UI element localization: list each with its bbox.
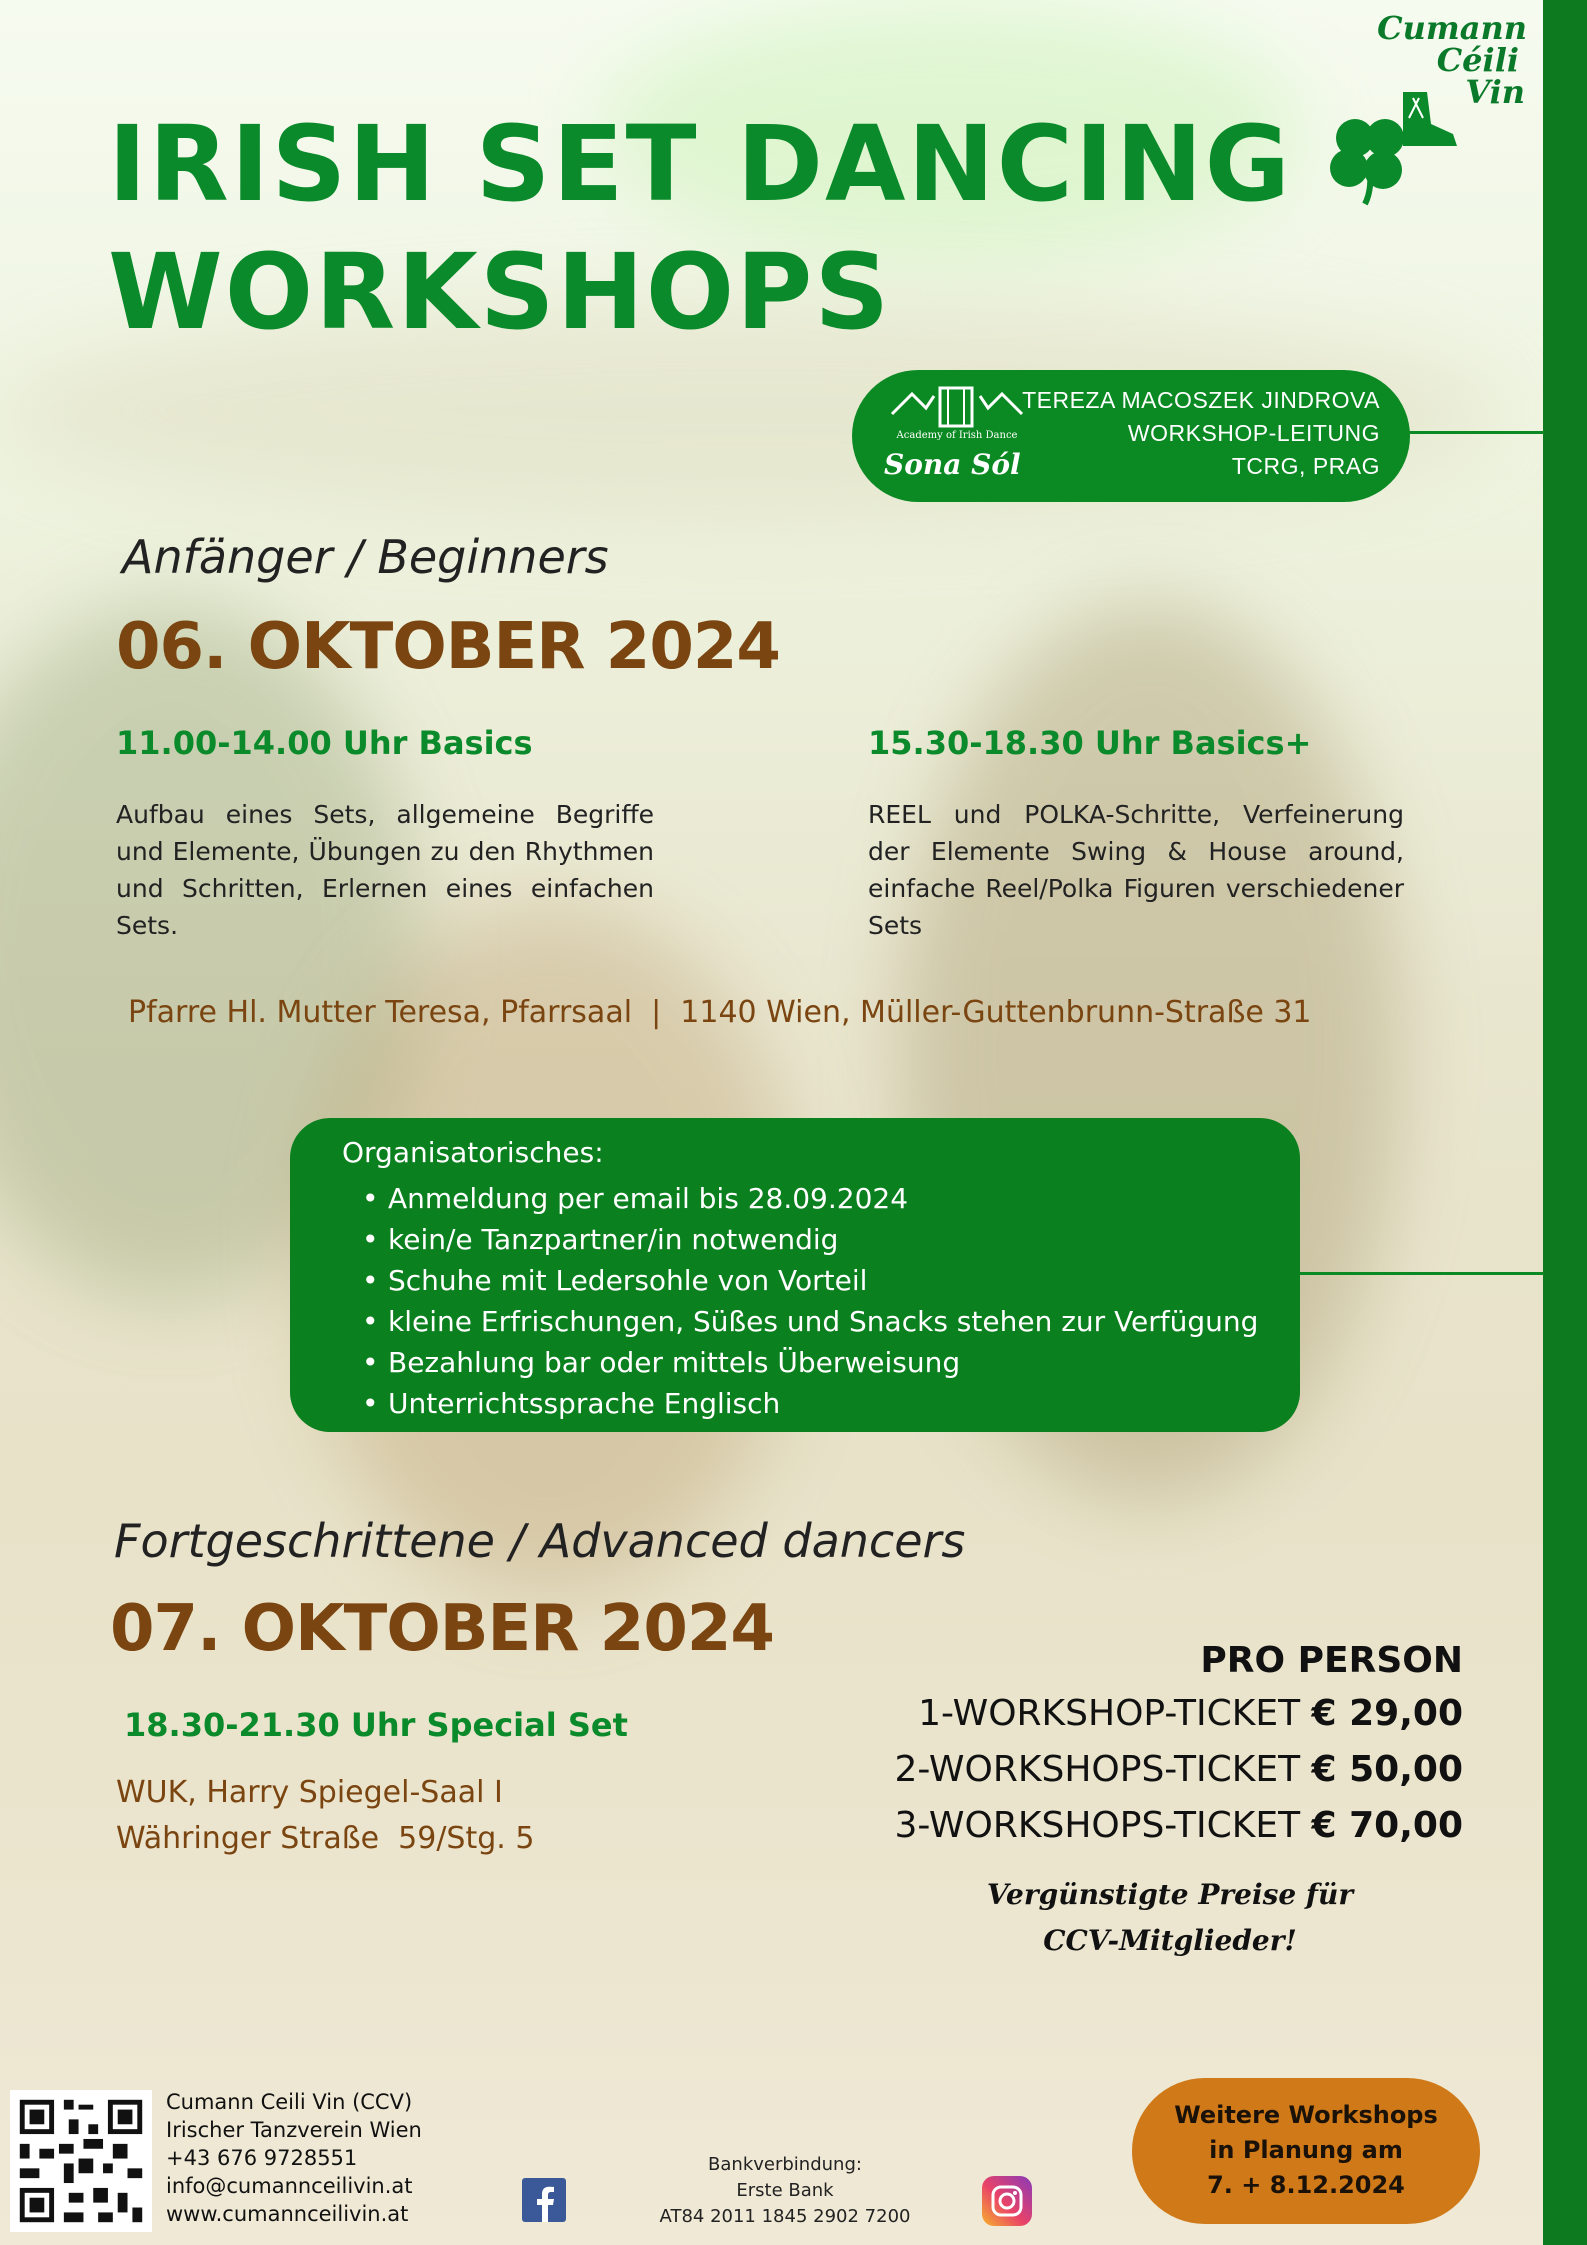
list-item: • Bezahlung bar oder mittels Überweisung bbox=[342, 1342, 1258, 1383]
phone-number[interactable]: +43 676 9728551 bbox=[166, 2146, 358, 2170]
list-item: • kein/e Tanzpartner/in notwendig bbox=[342, 1219, 1258, 1260]
teacher-role: WORKSHOP-LEITUNG bbox=[1127, 420, 1380, 446]
bank-label: Bankverbindung: bbox=[708, 2154, 862, 2175]
connector-line bbox=[1408, 431, 1544, 434]
connector-line bbox=[1298, 1272, 1544, 1275]
beginners-heading: Anfänger / Beginners bbox=[122, 530, 609, 584]
beginners-venue: Pfarre Hl. Mutter Teresa, Pfarrsaal | 1140 Wien, Müller-Guttenbrunn-Straße 31 bbox=[128, 995, 1312, 1030]
organisation-title: Organisatorisches: bbox=[342, 1136, 604, 1169]
list-item: • Anmeldung per email bis 28.09.2024 bbox=[342, 1178, 1258, 1219]
teacher-badge bbox=[852, 370, 1410, 502]
page-title bbox=[108, 100, 1308, 356]
advanced-date: 07. OKTOBER 2024 bbox=[110, 1592, 774, 1666]
session-2-time: 15.30-18.30 Uhr Basics+ bbox=[868, 724, 1312, 762]
side-accent-bar bbox=[1543, 0, 1587, 2245]
teacher-credentials: TCRG, PRAG bbox=[1231, 453, 1380, 479]
advanced-venue-line-2: Währinger Straße 59/Stg. 5 bbox=[116, 1821, 535, 1856]
price-label: 3-WORKSHOPS-TICKET bbox=[894, 1805, 1301, 1846]
price-label: 2-WORKSHOPS-TICKET bbox=[894, 1749, 1301, 1790]
logo-word-3: Vin bbox=[1465, 73, 1525, 111]
discount-line-1: Vergünstigte Preise für bbox=[986, 1878, 1354, 1911]
upcoming-line-1: Weitere Workshops bbox=[1174, 2101, 1438, 2129]
price-label: 1-WORKSHOP-TICKET bbox=[918, 1693, 1301, 1734]
session-1-time: 11.00-14.00 Uhr Basics bbox=[116, 724, 533, 762]
list-item: • Unterrichtssprache Englisch bbox=[342, 1383, 1258, 1424]
price-value: € 70,00 bbox=[1311, 1805, 1463, 1846]
price-list bbox=[895, 1636, 1464, 1854]
club-logo bbox=[1327, 10, 1527, 200]
advanced-venue bbox=[116, 1770, 534, 1862]
qr-code-icon[interactable] bbox=[10, 2090, 152, 2232]
upcoming-workshops-badge bbox=[1132, 2078, 1480, 2224]
advanced-heading: Fortgeschrittene / Advanced dancers bbox=[114, 1514, 966, 1568]
club-description: Irischer Tanzverein Wien bbox=[166, 2118, 422, 2142]
advanced-venue-line-1: WUK, Harry Spiegel-Saal I bbox=[116, 1775, 503, 1810]
price-value: € 29,00 bbox=[1311, 1693, 1463, 1734]
teacher-info bbox=[1022, 384, 1380, 483]
instagram-icon[interactable] bbox=[982, 2176, 1032, 2226]
bank-details bbox=[640, 2152, 930, 2230]
upcoming-line-3: 7. + 8.12.2024 bbox=[1207, 2171, 1405, 2199]
session-2-description: REEL und POLKA-Schritte, Verfeinerung der Elemente Swing & House around, einfache Reel/Polka Figuren verschiedener Sets bbox=[868, 800, 1404, 940]
upcoming-line-2: in Planung am bbox=[1209, 2136, 1403, 2164]
academy-name: Sona Sól bbox=[884, 448, 1021, 481]
title-line-2: WORKSHOPS bbox=[108, 231, 892, 353]
list-item: • kleine Erfrischungen, Süßes und Snacks stehen zur Verfügung bbox=[342, 1301, 1258, 1342]
session-1-description: Aufbau eines Sets, allgemeine Begriffe und Elemente, Übungen zu den Rhythmen und Schritten, Erlernen eines einfachen Sets. bbox=[116, 800, 654, 940]
facebook-icon[interactable] bbox=[522, 2178, 566, 2222]
price-row bbox=[895, 1686, 1464, 1742]
academy-logo bbox=[882, 384, 1032, 488]
teacher-name: TEREZA MACOSZEK JINDROVA bbox=[1022, 387, 1380, 413]
price-row bbox=[895, 1742, 1464, 1798]
logo-word-2: Céili bbox=[1436, 41, 1519, 79]
advanced-session-time: 18.30-21.30 Uhr Special Set bbox=[124, 1706, 628, 1744]
academy-label: Academy of Irish Dance bbox=[896, 430, 1018, 441]
list-item: • Schuhe mit Ledersohle von Vorteil bbox=[342, 1260, 1258, 1301]
qr-code-graphic bbox=[10, 2090, 152, 2232]
price-row bbox=[895, 1798, 1464, 1854]
dance-shoe-icon bbox=[1383, 84, 1473, 164]
iban: AT84 2011 1845 2902 7200 bbox=[659, 2206, 911, 2227]
organisation-box bbox=[290, 1118, 1300, 1432]
website-link[interactable]: www.cumannceilivin.at bbox=[166, 2202, 409, 2226]
price-heading: PRO PERSON bbox=[1200, 1640, 1463, 1681]
price-value: € 50,00 bbox=[1311, 1749, 1463, 1790]
email-link[interactable]: info@cumannceilivin.at bbox=[166, 2174, 413, 2198]
title-line-1: IRISH SET DANCING bbox=[108, 103, 1292, 225]
facebook-glyph bbox=[522, 2178, 566, 2222]
logo-word-1: Cumann bbox=[1377, 9, 1527, 47]
contact-info bbox=[166, 2088, 422, 2228]
club-name: Cumann Ceili Vin (CCV) bbox=[166, 2090, 413, 2114]
member-discount bbox=[940, 1872, 1400, 1964]
beginners-date: 06. OKTOBER 2024 bbox=[116, 610, 780, 684]
organisation-list bbox=[342, 1178, 1258, 1424]
instagram-glyph bbox=[982, 2176, 1032, 2226]
discount-line-2: CCV-Mitglieder! bbox=[1043, 1924, 1297, 1957]
bank-name: Erste Bank bbox=[736, 2180, 834, 2201]
